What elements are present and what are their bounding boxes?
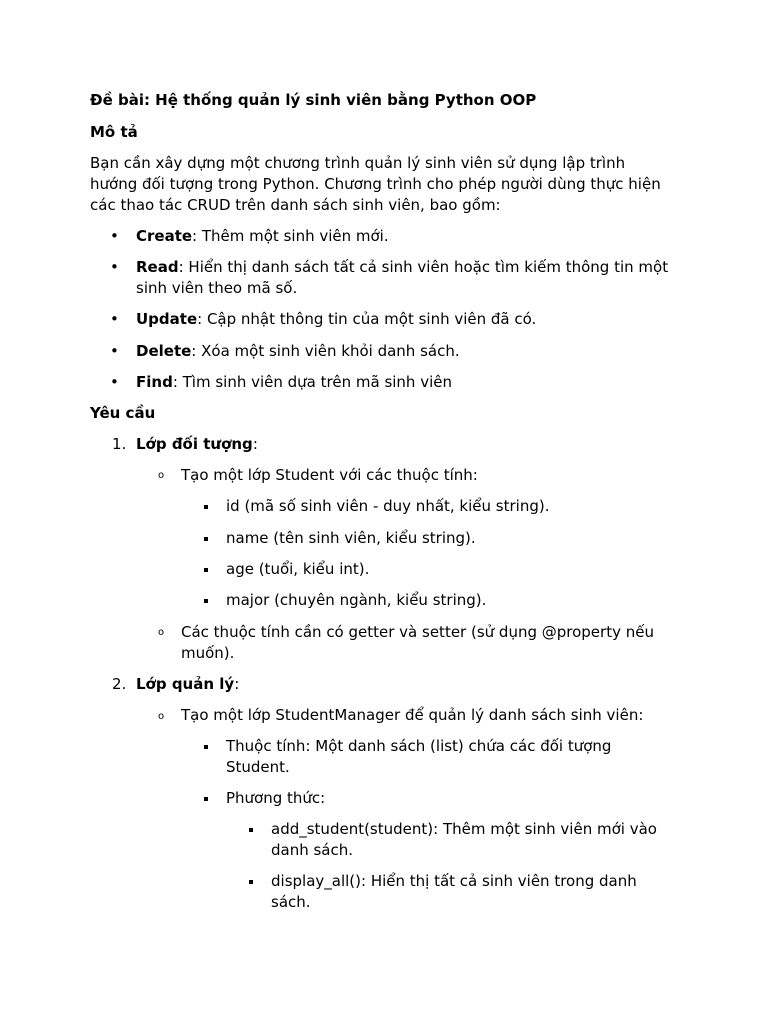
square-bullet-icon [249,828,253,832]
requirement-1-sub2: Các thuộc tính cần có getter và setter (sử dụng @property nếu [181,623,654,641]
square-bullet-icon [204,745,208,749]
requirements-heading: Yêu cầu [90,404,156,422]
bullet-icon: • [110,342,119,360]
list-item-create: Create: Thêm một sinh viên mới. [136,227,389,245]
list-item-read: Read: Hiển thị danh sách tất cả sinh viên hoặc tìm kiếm thông tin một [136,258,669,276]
list-number: 1. [112,435,127,453]
method-item: display_all(): Hiển thị tất cả sinh viên trong danh [271,872,637,890]
methods-label: Phương thức: [226,789,326,807]
manager-attribute-cont: Student. [226,758,290,776]
manager-attribute: Thuộc tính: Một danh sách (list) chứa các đối tượng [226,737,612,755]
square-bullet-icon [249,880,253,884]
bullet-icon: • [110,373,119,391]
circle-bullet-icon: o [158,711,165,722]
method-item: add_student(student): Thêm một sinh viên mới vào [271,820,657,838]
description-line: hướng đối tượng trong Python. Chương trình cho phép người dùng thực hiện [90,175,661,193]
requirement-1-sub1: Tạo một lớp Student với các thuộc tính: [181,466,478,484]
requirement-1-title: Lớp đối tượng: [136,435,258,453]
description-heading: Mô tả [90,123,138,141]
list-item-delete: Delete: Xóa một sinh viên khỏi danh sách. [136,342,460,360]
circle-bullet-icon: o [158,627,165,638]
square-bullet-icon [204,537,208,541]
list-item-update: Update: Cập nhật thông tin của một sinh viên đã có. [136,310,537,328]
bullet-icon: • [110,227,119,245]
list-item-read-cont: sinh viên theo mã số. [136,279,298,297]
square-bullet-icon [204,568,208,572]
description-line: Bạn cần xây dựng một chương trình quản lý sinh viên sử dụng lập trình [90,154,626,172]
requirement-2-title: Lớp quản lý: [136,675,240,693]
method-item-cont: danh sách. [271,841,354,859]
attribute-item: major (chuyên ngành, kiểu string). [226,591,487,609]
square-bullet-icon [204,599,208,603]
method-item-cont: sách. [271,893,311,911]
attribute-item: id (mã số sinh viên - duy nhất, kiểu string). [226,497,550,515]
bullet-icon: • [110,258,119,276]
square-bullet-icon [204,505,208,509]
bullet-icon: • [110,310,119,328]
circle-bullet-icon: o [158,470,165,481]
list-number: 2. [112,675,127,693]
description-line: các thao tác CRUD trên danh sách sinh viên, bao gồm: [90,196,501,214]
requirement-2-sub1: Tạo một lớp StudentManager để quản lý danh sách sinh viên: [181,706,644,724]
attribute-item: age (tuổi, kiểu int). [226,560,370,578]
square-bullet-icon [204,797,208,801]
requirement-1-sub2-cont: muốn). [181,644,235,662]
attribute-item: name (tên sinh viên, kiểu string). [226,529,476,547]
document-title: Đề bài: Hệ thống quản lý sinh viên bằng Python OOP [90,91,537,109]
list-item-find: Find: Tìm sinh viên dựa trên mã sinh viên [136,373,452,391]
